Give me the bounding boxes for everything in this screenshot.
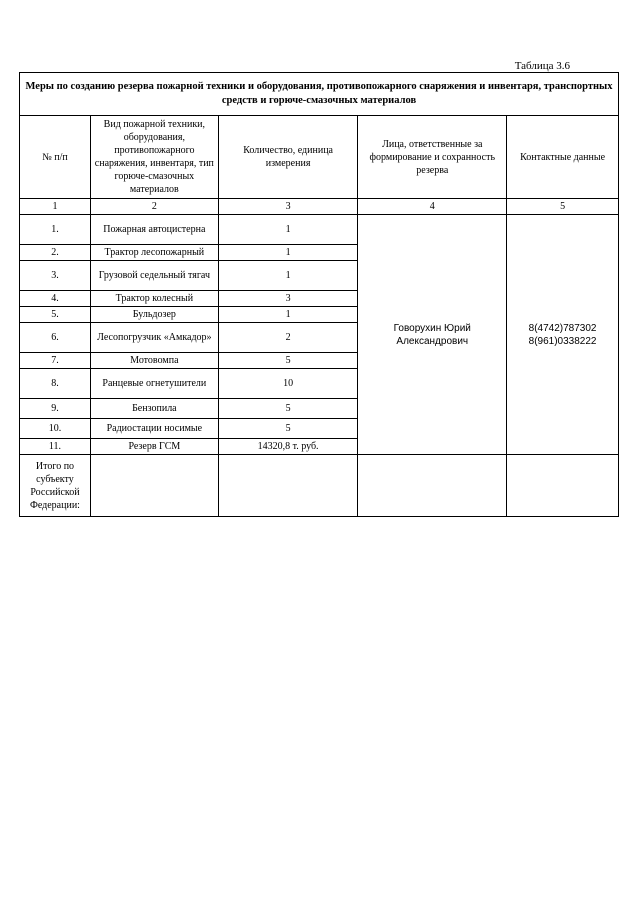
row-type: Радиостации носимые [90, 419, 218, 439]
row-qty: 1 [218, 215, 358, 245]
table-title: Меры по созданию резерва пожарной техники и оборудования, противопожарного снаряжения и инвентаря, транспортных средств и горюче-смазочных материалов [20, 73, 619, 116]
contact-phone: 8(961)0338222 [528, 335, 597, 347]
total-responsible-cell [358, 455, 507, 517]
responsible-person: Говорухин Юрий Александрович [358, 215, 507, 455]
row-num: 8. [20, 369, 91, 399]
col-number: 1 [20, 199, 91, 215]
total-row [20, 455, 619, 517]
row-qty: 3 [218, 291, 358, 307]
row-num: 7. [20, 353, 91, 369]
total-qty-cell [218, 455, 358, 517]
row-qty: 10 [218, 369, 358, 399]
header-contact: Контактные данные [507, 116, 619, 199]
row-type: Пожарная автоцистерна [90, 215, 218, 245]
row-num: 10. [20, 419, 91, 439]
total-contact-cell [507, 455, 619, 517]
row-type: Мотовомпа [90, 353, 218, 369]
header-type: Вид пожарной техники, оборудования, противопожарного снаряжения, инвентаря, тип горюче-смазочных материалов [90, 116, 218, 199]
row-num: 4. [20, 291, 91, 307]
row-num: 5. [20, 307, 91, 323]
row-num: 3. [20, 261, 91, 291]
row-qty: 1 [218, 245, 358, 261]
col-number: 4 [358, 199, 507, 215]
row-type: Трактор лесопожарный [90, 245, 218, 261]
total-label: Итого по субъекту Российской Федерации: [20, 455, 91, 517]
row-qty: 5 [218, 399, 358, 419]
row-type: Ранцевые огнетушители [90, 369, 218, 399]
row-qty: 14320,8 т. руб. [218, 439, 358, 455]
table-row [20, 215, 619, 245]
row-qty: 5 [218, 419, 358, 439]
row-type: Бензопила [90, 399, 218, 419]
row-qty: 1 [218, 307, 358, 323]
row-num: 6. [20, 323, 91, 353]
contact-phone: 8(4742)787302 [528, 322, 597, 334]
total-type-cell [90, 455, 218, 517]
row-type: Трактор колесный [90, 291, 218, 307]
row-type: Бульдозер [90, 307, 218, 323]
row-num: 11. [20, 439, 91, 455]
row-qty: 5 [218, 353, 358, 369]
row-type: Грузовой седельный тягач [90, 261, 218, 291]
row-num: 2. [20, 245, 91, 261]
header-responsible: Лица, ответственные за формирование и сохранность резерва [358, 116, 507, 199]
row-qty: 2 [218, 323, 358, 353]
header-qty: Количество, единица измерения [218, 116, 358, 199]
col-number: 2 [90, 199, 218, 215]
row-type: Резерв ГСМ [90, 439, 218, 455]
col-number: 3 [218, 199, 358, 215]
row-type: Лесопогрузчик «Амкадор» [90, 323, 218, 353]
header-num: № п/п [20, 116, 91, 199]
col-number: 5 [507, 199, 619, 215]
table-caption: Таблица 3.6 [514, 60, 570, 72]
row-qty: 1 [218, 261, 358, 291]
row-num: 1. [20, 215, 91, 245]
reserve-table [19, 72, 619, 517]
row-num: 9. [20, 399, 91, 419]
contact-data [507, 215, 619, 455]
